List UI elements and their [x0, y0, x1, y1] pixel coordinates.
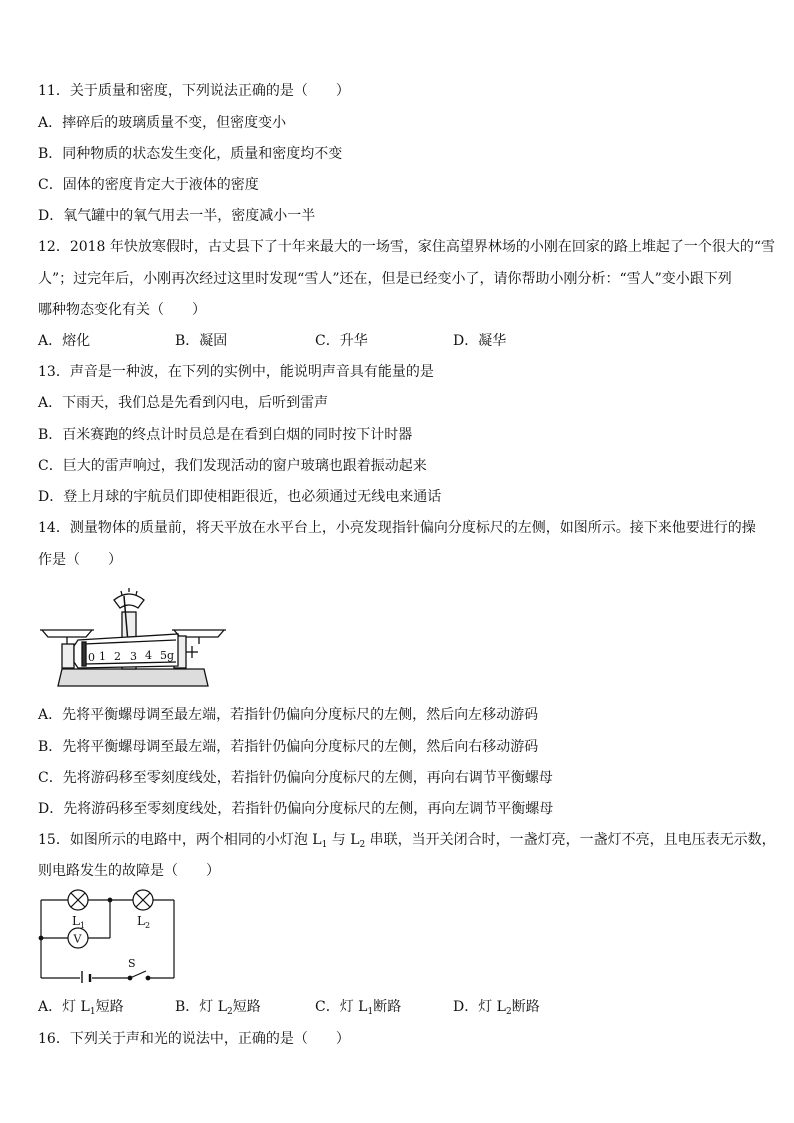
balance-figure: [38, 582, 228, 692]
q15-stem-line-1: 15．如图所示的电路中，两个相同的小灯泡 $L_1$ 与 $L_2$ 串联，当开关闭合时，一盏灯亮，一盏灯不亮，且电压表无示数，: [38, 832, 776, 850]
circuit-figure: [38, 888, 180, 983]
q15-option-c: C．灯 $L_1$断路: [315, 999, 402, 1017]
q12-options: [38, 331, 758, 351]
q14-option-c: C．先将游码移至零刻度线处，若指针仍偏向分度标尺的左侧，再向右调节平衡螺母: [38, 770, 553, 786]
q15-option-d: D．灯 $L_2$断路: [453, 999, 540, 1017]
balance-scale-label-3: 3: [130, 650, 137, 663]
balance-scale-label-5g: 5g: [160, 649, 175, 662]
q11-stem: 11．关于质量和密度，下列说法正确的是（ ）: [38, 83, 350, 99]
balance-scale-label-0: 0: [88, 651, 95, 664]
q15-options: [38, 997, 758, 1017]
q12-option-c: C．升华: [315, 333, 368, 349]
q16-stem: 16．下列关于声和光的说法中，正确的是（ ）: [38, 1031, 350, 1047]
q12-option-b: B．凝固: [175, 333, 228, 349]
q11-option-c: C．固体的密度肯定大于液体的密度: [38, 177, 259, 193]
q15-stem-line-2: 则电路发生的故障是（ ）: [38, 863, 220, 879]
q13-option-a: A．下雨天，我们总是先看到闪电，后听到雷声: [38, 395, 329, 411]
q13-option-b: B．百米赛跑的终点计时员总是在看到白烟的同时按下计时器: [38, 427, 413, 443]
balance-scale-label-4: 4: [145, 649, 152, 662]
q12-stem-line-3: 哪种物态变化有关（ ）: [38, 302, 206, 318]
q12-stem-line-1: 12．2018 年快放寒假时，古丈县下了十年来最大的一场雪，家住高望界林场的小刚在回家的路上堆起了一个很大的“雪: [38, 239, 776, 255]
q11-option-b: B．同种物质的状态发生变化，质量和密度均不变: [38, 146, 343, 162]
q14-option-d: D．先将游码移至零刻度线处，若指针仍偏向分度标尺的左侧，再向左调节平衡螺母: [38, 801, 554, 817]
circuit-label-l1: $L_1$: [72, 914, 86, 930]
balance-scale-label-2: 2: [114, 650, 121, 663]
q13-option-d: D．登上月球的宇航员们即使相距很近，也必须通过无线电来通话: [38, 489, 442, 505]
voltmeter-label: V: [73, 932, 82, 946]
q13-stem: 13．声音是一种波，在下列的实例中，能说明声音具有能量的是: [38, 364, 434, 380]
q15-option-a: A．灯 $L_1$短路: [38, 999, 124, 1017]
switch-label: S: [128, 957, 136, 970]
q14-option-a: A．先将平衡螺母调至最左端，若指针仍偏向分度标尺的左侧，然后向左移动游码: [38, 707, 539, 723]
q12-option-a: A．熔化: [38, 333, 91, 349]
q13-option-c: C．巨大的雷声响过，我们发现活动的窗户玻璃也跟着振动起来: [38, 458, 427, 474]
q14-option-b: B．先将平衡螺母调至最左端，若指针仍偏向分度标尺的左侧，然后向右移动游码: [38, 739, 539, 755]
q12-option-d: D．凝华: [453, 333, 507, 349]
balance-scale-label-1: 1: [99, 650, 106, 663]
q15-option-b: B．灯 $L_2$短路: [175, 999, 261, 1017]
q11-option-d: D．氧气罐中的氧气用去一半，密度减小一半: [38, 208, 316, 224]
q12-stem-line-2: 人”；过完年后，小刚再次经过这里时发现“雪人”还在，但是已经变小了，请你帮助小刚分析：“雪人”变小跟下列: [38, 271, 732, 287]
q14-stem-line-2: 作是（ ）: [38, 552, 122, 568]
q11-option-a: A．摔碎后的玻璃质量不变，但密度变小: [38, 115, 287, 131]
q14-stem-line-1: 14．测量物体的质量前，将天平放在水平台上，小亮发现指针偏向分度标尺的左侧，如图所示。接下来他要进行的操: [38, 520, 756, 536]
circuit-label-l2: $L_2$: [137, 914, 151, 930]
